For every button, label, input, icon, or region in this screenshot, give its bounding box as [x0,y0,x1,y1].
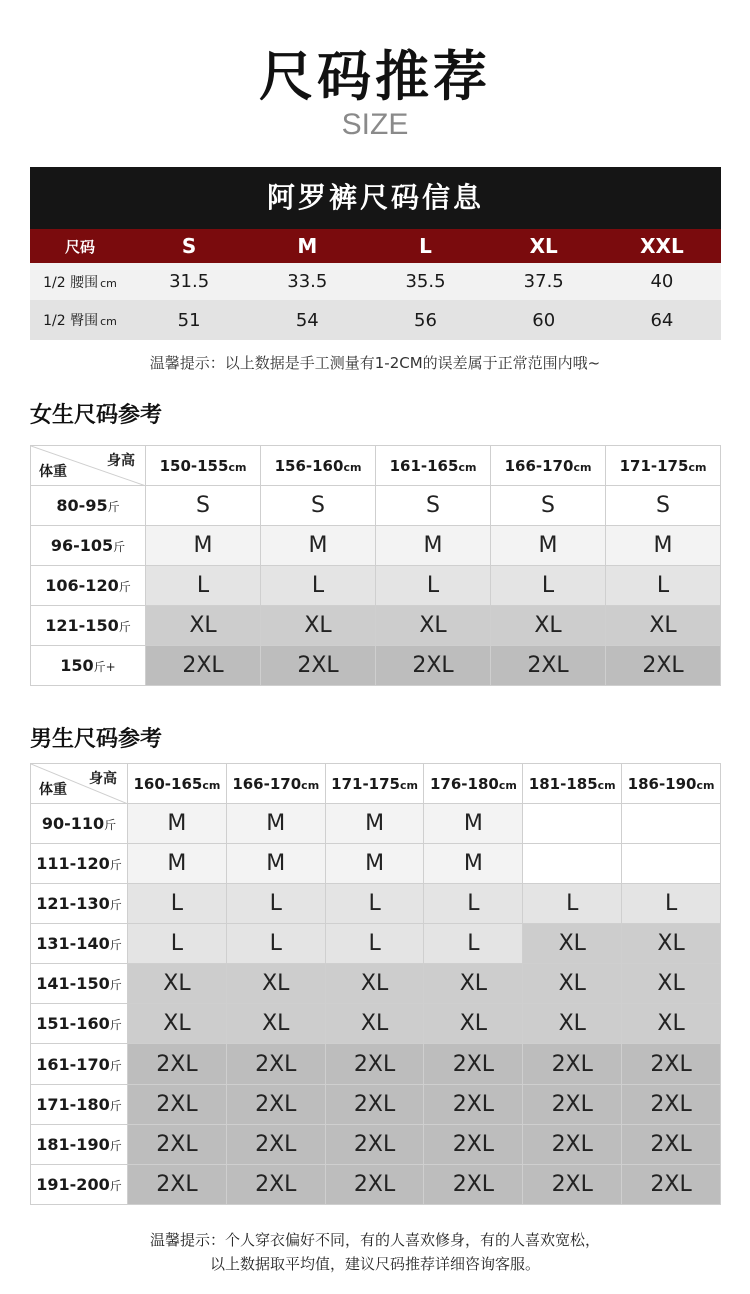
size-cell: XL [606,606,721,646]
height-axis-label: 身高 [107,453,135,469]
size-cell: XL [325,1004,424,1044]
height-range-header [523,764,622,804]
height-range-header [128,764,227,804]
weight-range: 161-170 [36,1054,110,1074]
waist-row [30,263,721,300]
weight-unit: 斤+ [93,660,116,674]
size-cell: L [226,924,325,964]
size-cell [622,844,721,884]
size-cell: M [128,844,227,884]
size-cell: S [491,486,606,526]
size-cell: XL [622,964,721,1004]
half-prefix: 1/2 [43,274,66,291]
weight-unit: 斤 [109,1179,122,1193]
weight-range-label [31,1125,128,1165]
height-unit: cm [597,778,616,792]
size-cell [622,804,721,844]
weight-range-label [31,1085,128,1125]
weight-axis-label: 体重 [39,782,67,798]
size-cell: 2XL [128,1044,227,1085]
weight-range: 181-190 [36,1135,110,1154]
size-cell: 2XL [226,1085,325,1125]
size-cell: 2XL [606,646,721,686]
size-cell: XL [523,1004,622,1044]
measure-unit: cm [100,315,117,328]
size-cell [523,844,622,884]
weight-unit: 斤 [118,580,131,594]
weight-range: 171-180 [36,1095,110,1114]
weight-unit: 斤 [107,500,120,514]
size-cell: M [146,526,261,566]
size-cell: S [146,486,261,526]
size-cell: XL [622,1004,721,1044]
footer-line: 以上数据取平均值，建议尺码推荐详细咨询客服。 [209,1255,540,1273]
size-cell: L [128,924,227,964]
weight-unit: 斤 [109,898,122,912]
weight-range-label [31,1165,128,1205]
weight-range: 96-105 [50,536,114,555]
table-row [31,964,721,1004]
height-range: 176-180 [429,774,499,793]
size-cell: M [376,526,491,566]
height-unit: cm [202,778,221,792]
table-row [31,924,721,964]
size-cell: XL [376,606,491,646]
weight-range: 121-150 [45,616,119,635]
size-cell: XL [128,1004,227,1044]
weight-unit: 斤 [109,938,122,952]
weight-range: 151-160 [36,1014,110,1033]
table-row [31,486,721,526]
size-cell: M [325,844,424,884]
hip-row [30,300,721,340]
hip-value: 60 [532,309,556,331]
height-range: 186-190 [627,774,697,793]
size-cell: L [325,884,424,924]
size-label: 尺码 [64,237,95,256]
size-cell: XL [325,964,424,1004]
size-cell: 2XL [491,646,606,686]
weight-range: 131-140 [36,934,110,953]
weight-range-label [31,804,128,844]
table-header-row [31,764,721,804]
size-cell: XL [226,964,325,1004]
size-cell: 2XL [226,1125,325,1165]
men-section-title: 男生尺码参考 [30,727,163,752]
size-cell: 2XL [325,1085,424,1125]
height-range-header [146,446,261,486]
size-name: XL [529,234,558,258]
women-size-table [30,445,721,686]
height-range: 166-170 [504,456,574,475]
size-cell: L [146,566,261,606]
weight-range: 121-130 [36,894,110,913]
size-cell: 2XL [146,646,261,686]
waist-label [30,272,130,292]
size-cell: XL [424,1004,523,1044]
size-cell: M [424,804,523,844]
size-cell: 2XL [424,1165,523,1205]
height-range: 161-165 [389,456,459,475]
size-cell: XL [523,964,622,1004]
height-range-header [376,446,491,486]
size-name: L [419,234,432,258]
height-range-header [491,446,606,486]
table-row [31,1044,721,1085]
size-cell: L [606,566,721,606]
size-cell: S [261,486,376,526]
table-row [31,884,721,924]
size-cell [523,804,622,844]
size-cell: 2XL [523,1044,622,1085]
weight-range-label [31,486,146,526]
measurement-note: 温馨提示：以上数据是手工测量有1-2CM的误差属于正常范围内哦~ [149,354,601,372]
weight-unit: 斤 [113,540,126,554]
footer-note [0,1228,750,1276]
size-cell: L [325,924,424,964]
size-cell: M [491,526,606,566]
size-cell: M [226,804,325,844]
size-cell: XL [424,964,523,1004]
table-corner [31,446,146,486]
weight-range: 80-95 [56,496,108,515]
weight-range-label [31,1044,128,1085]
size-cell: L [128,884,227,924]
size-cell: L [622,884,721,924]
table-row [31,844,721,884]
weight-unit: 斤 [104,818,117,832]
weight-range: 111-120 [36,854,110,873]
weight-range: 90-110 [41,814,105,833]
height-range-header [261,446,376,486]
measure-unit: cm [100,276,117,290]
page-subtitle: SIZE [341,108,409,141]
waist-value: 35.5 [405,271,446,292]
size-cell: XL [146,606,261,646]
size-cell: L [491,566,606,606]
size-cell: 2XL [325,1125,424,1165]
size-cell: 2XL [622,1165,721,1205]
weight-unit: 斤 [109,1099,122,1113]
weight-range-label [31,964,128,1004]
table-row [31,1125,721,1165]
size-cell: M [128,804,227,844]
size-cell: 2XL [523,1125,622,1165]
height-unit: cm [696,778,715,792]
size-cell: XL [523,924,622,964]
height-range: 171-175 [619,456,689,475]
weight-unit: 斤 [109,1058,122,1073]
weight-range-label [31,1004,128,1044]
size-cell: 2XL [424,1085,523,1125]
table-header-row [31,446,721,486]
weight-range-label [31,526,146,566]
table-row [31,1085,721,1125]
size-cell: L [424,884,523,924]
table-row [31,566,721,606]
weight-range-label [31,844,128,884]
measure-name: 腰围 [70,274,99,291]
size-cell: M [261,526,376,566]
size-cell: L [226,884,325,924]
height-unit: cm [343,460,362,474]
product-size-header-row [30,229,721,263]
size-cell: 2XL [128,1165,227,1205]
height-unit: cm [458,460,477,474]
height-range: 181-185 [528,774,598,793]
size-cell: 2XL [261,646,376,686]
height-range-header [226,764,325,804]
size-name: S [181,234,197,258]
table-row [31,646,721,686]
size-cell: XL [261,606,376,646]
hip-value: 64 [650,309,674,331]
height-range-header [424,764,523,804]
weight-range: 141-150 [36,974,110,993]
weight-unit: 斤 [109,858,122,872]
waist-value: 33.5 [287,271,328,292]
hip-value: 56 [414,309,437,331]
weight-range-label [31,646,146,686]
size-cell: 2XL [424,1044,523,1085]
size-cell: S [606,486,721,526]
weight-unit: 斤 [109,1018,122,1032]
weight-range: 106-120 [45,576,119,595]
size-cell: L [376,566,491,606]
size-cell: 2XL [376,646,491,686]
hip-label [30,310,130,330]
waist-value: 31.5 [169,271,210,292]
height-unit: cm [400,778,418,792]
table-corner [31,764,128,804]
table-row [31,804,721,844]
size-cell: 2XL [226,1165,325,1205]
hip-value: 51 [177,309,201,331]
product-size-title: 阿罗裤尺码信息 [30,167,721,229]
men-size-table [30,763,721,1205]
height-unit: cm [498,778,517,792]
weight-range-label [31,606,146,646]
height-range-header [622,764,721,804]
weight-range: 191-200 [36,1175,110,1194]
size-cell: 2XL [325,1165,424,1205]
weight-unit: 斤 [118,620,131,634]
women-section-title: 女生尺码参考 [30,403,163,428]
hip-value: 54 [295,309,319,331]
size-cell: L [424,924,523,964]
measure-name: 臀围 [70,313,99,329]
weight-range-label [31,884,128,924]
size-cell: M [606,526,721,566]
height-unit: cm [301,778,320,792]
size-cell: M [325,804,424,844]
height-range-header [606,446,721,486]
footer-line: 温馨提示：个人穿衣偏好不同，有的人喜欢修身，有的人喜欢宽松， [149,1231,600,1249]
size-name: M [297,234,318,258]
size-cell: 2XL [622,1044,721,1085]
size-cell: XL [128,964,227,1004]
size-name: XXL [640,234,684,258]
table-row [31,1165,721,1205]
size-cell: 2XL [226,1044,325,1085]
height-range: 166-170 [232,774,302,793]
weight-range-label [31,924,128,964]
size-cell: 2XL [523,1165,622,1205]
height-range: 150-155 [159,456,229,475]
size-cell: 2XL [128,1125,227,1165]
size-cell: 2XL [523,1085,622,1125]
size-cell: L [261,566,376,606]
weight-range: 150 [60,656,94,675]
size-cell: XL [226,1004,325,1044]
weight-axis-label: 体重 [39,464,67,480]
size-cell: 2XL [424,1125,523,1165]
height-range-header [325,764,424,804]
size-cell: 2XL [325,1044,424,1085]
height-range: 156-160 [274,456,344,475]
height-unit: cm [228,460,247,474]
height-unit: cm [688,460,707,474]
table-row [31,606,721,646]
height-unit: cm [573,460,592,474]
size-cell: M [424,844,523,884]
page-title: 尺码推荐 [259,45,491,108]
size-cell: M [226,844,325,884]
size-cell: 2XL [128,1085,227,1125]
size-cell: 2XL [622,1085,721,1125]
height-range: 171-175 [331,774,400,793]
size-cell: L [523,884,622,924]
table-row [31,526,721,566]
size-cell: XL [491,606,606,646]
height-range: 160-165 [133,774,203,793]
size-cell: XL [622,924,721,964]
weight-unit: 斤 [109,978,122,992]
size-cell: S [376,486,491,526]
height-axis-label: 身高 [89,771,117,787]
table-row [31,1004,721,1044]
product-size-info [30,167,721,340]
half-prefix: 1/2 [43,313,66,329]
weight-range-label [31,566,146,606]
waist-value: 37.5 [523,271,564,292]
weight-unit: 斤 [109,1139,122,1153]
waist-value: 40 [650,271,674,292]
size-cell: 2XL [622,1125,721,1165]
